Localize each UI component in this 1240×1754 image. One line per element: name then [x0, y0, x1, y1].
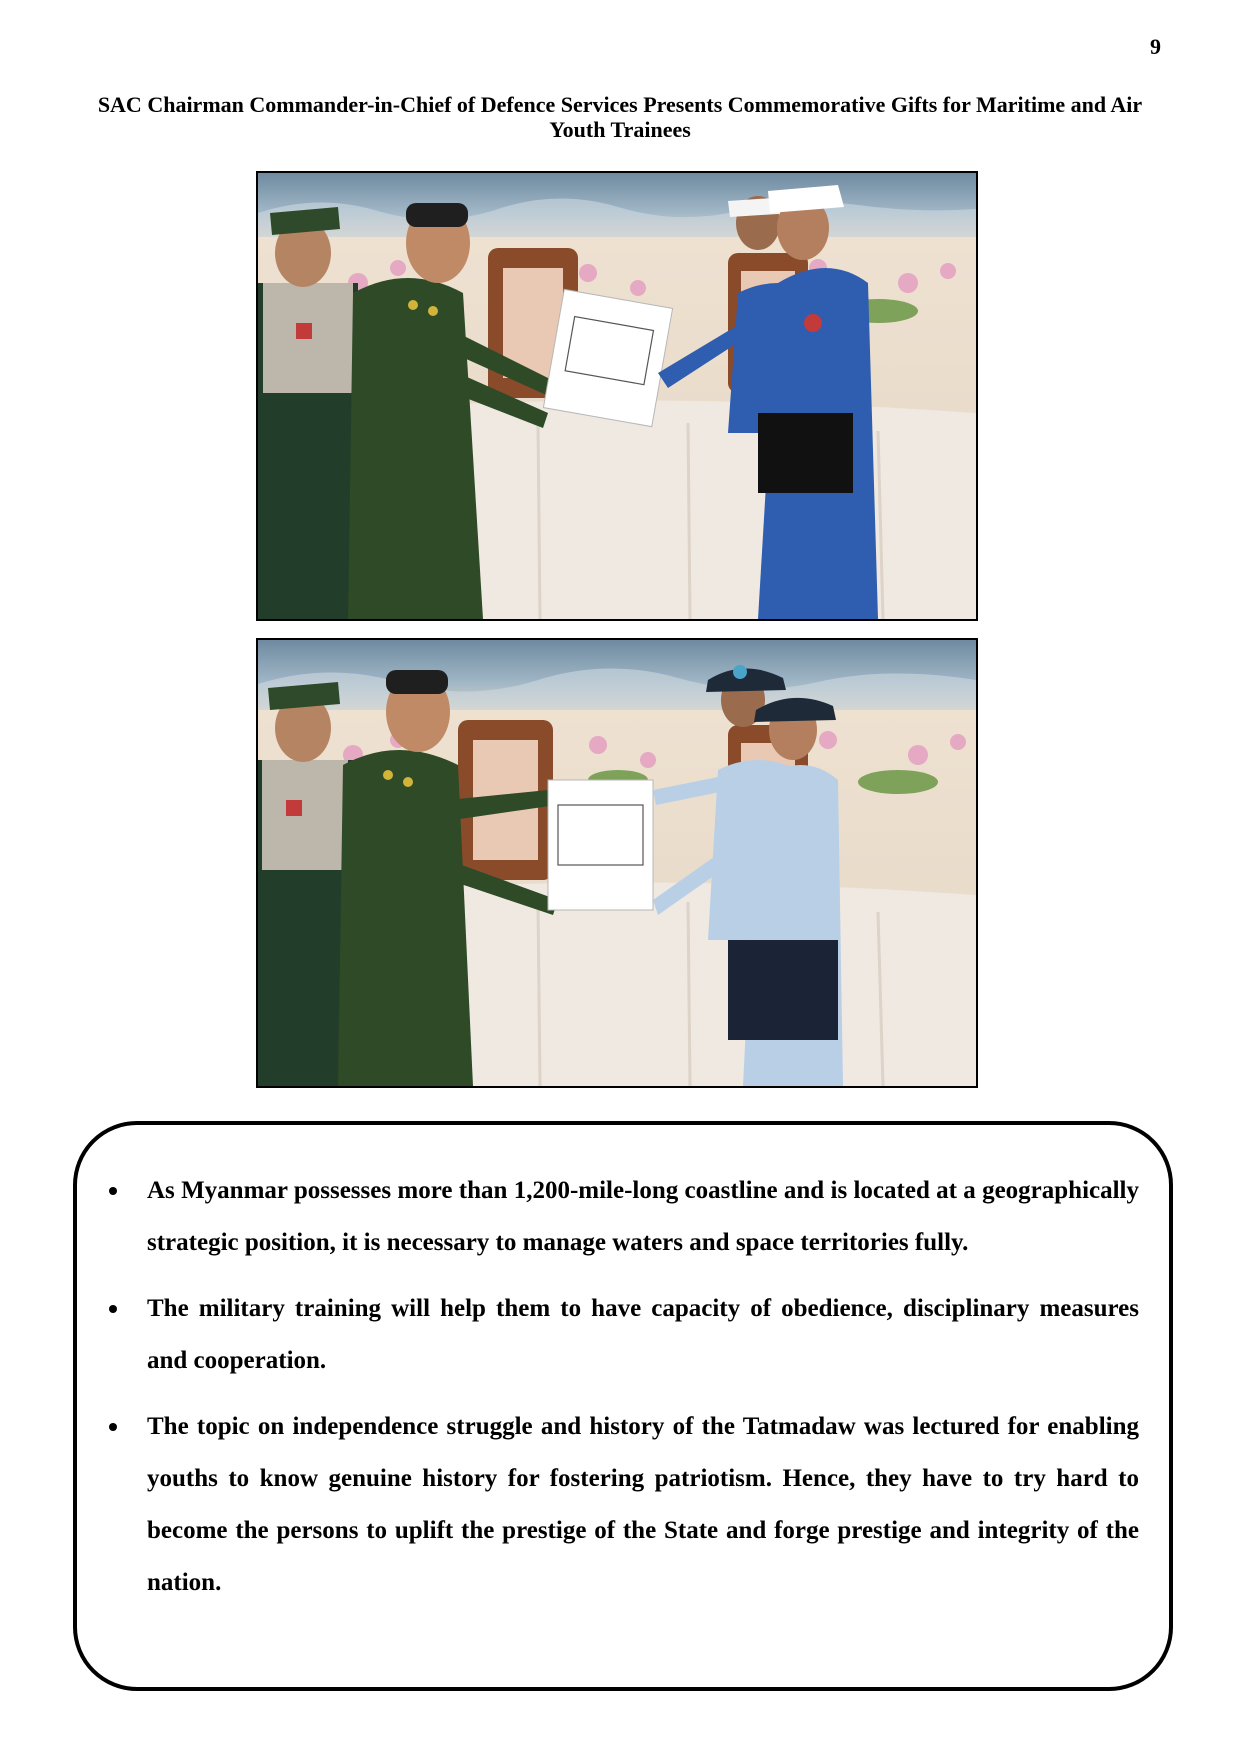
bullet-text: As Myanmar possesses more than 1,200-mile-long coastline and is located at a geographically strategic position, it is necessary to manage waters and space territories fully.	[147, 1177, 1139, 1256]
bullet-item	[107, 1283, 1139, 1387]
bullet-dot-icon	[109, 1305, 117, 1313]
bullet-dot-icon	[109, 1187, 117, 1195]
bullet-dot-icon	[109, 1423, 117, 1431]
bullet-item	[107, 1401, 1139, 1609]
photo-air-trainees	[256, 638, 978, 1088]
bullet-text: The topic on independence struggle and history of the Tatmadaw was lectured for enabling youths to know genuine history for fostering patriotism. Hence, they have to try hard to become the persons to uplift the prestige of the State and forge prestige and integrity of the nation.	[147, 1413, 1139, 1596]
page-title: SAC Chairman Commander-in-Chief of Defence Services Presents Commemorative Gifts for Maritime and Air Youth Trainees	[97, 92, 1143, 142]
bullet-item	[107, 1165, 1139, 1269]
bullet-text: The military training will help them to have capacity of obedience, disciplinary measures and cooperation.	[147, 1295, 1139, 1374]
bullet-list	[107, 1165, 1139, 1623]
summary-box	[73, 1121, 1173, 1691]
page-number: 9	[1150, 34, 1161, 59]
photo-maritime-trainees	[256, 171, 978, 621]
